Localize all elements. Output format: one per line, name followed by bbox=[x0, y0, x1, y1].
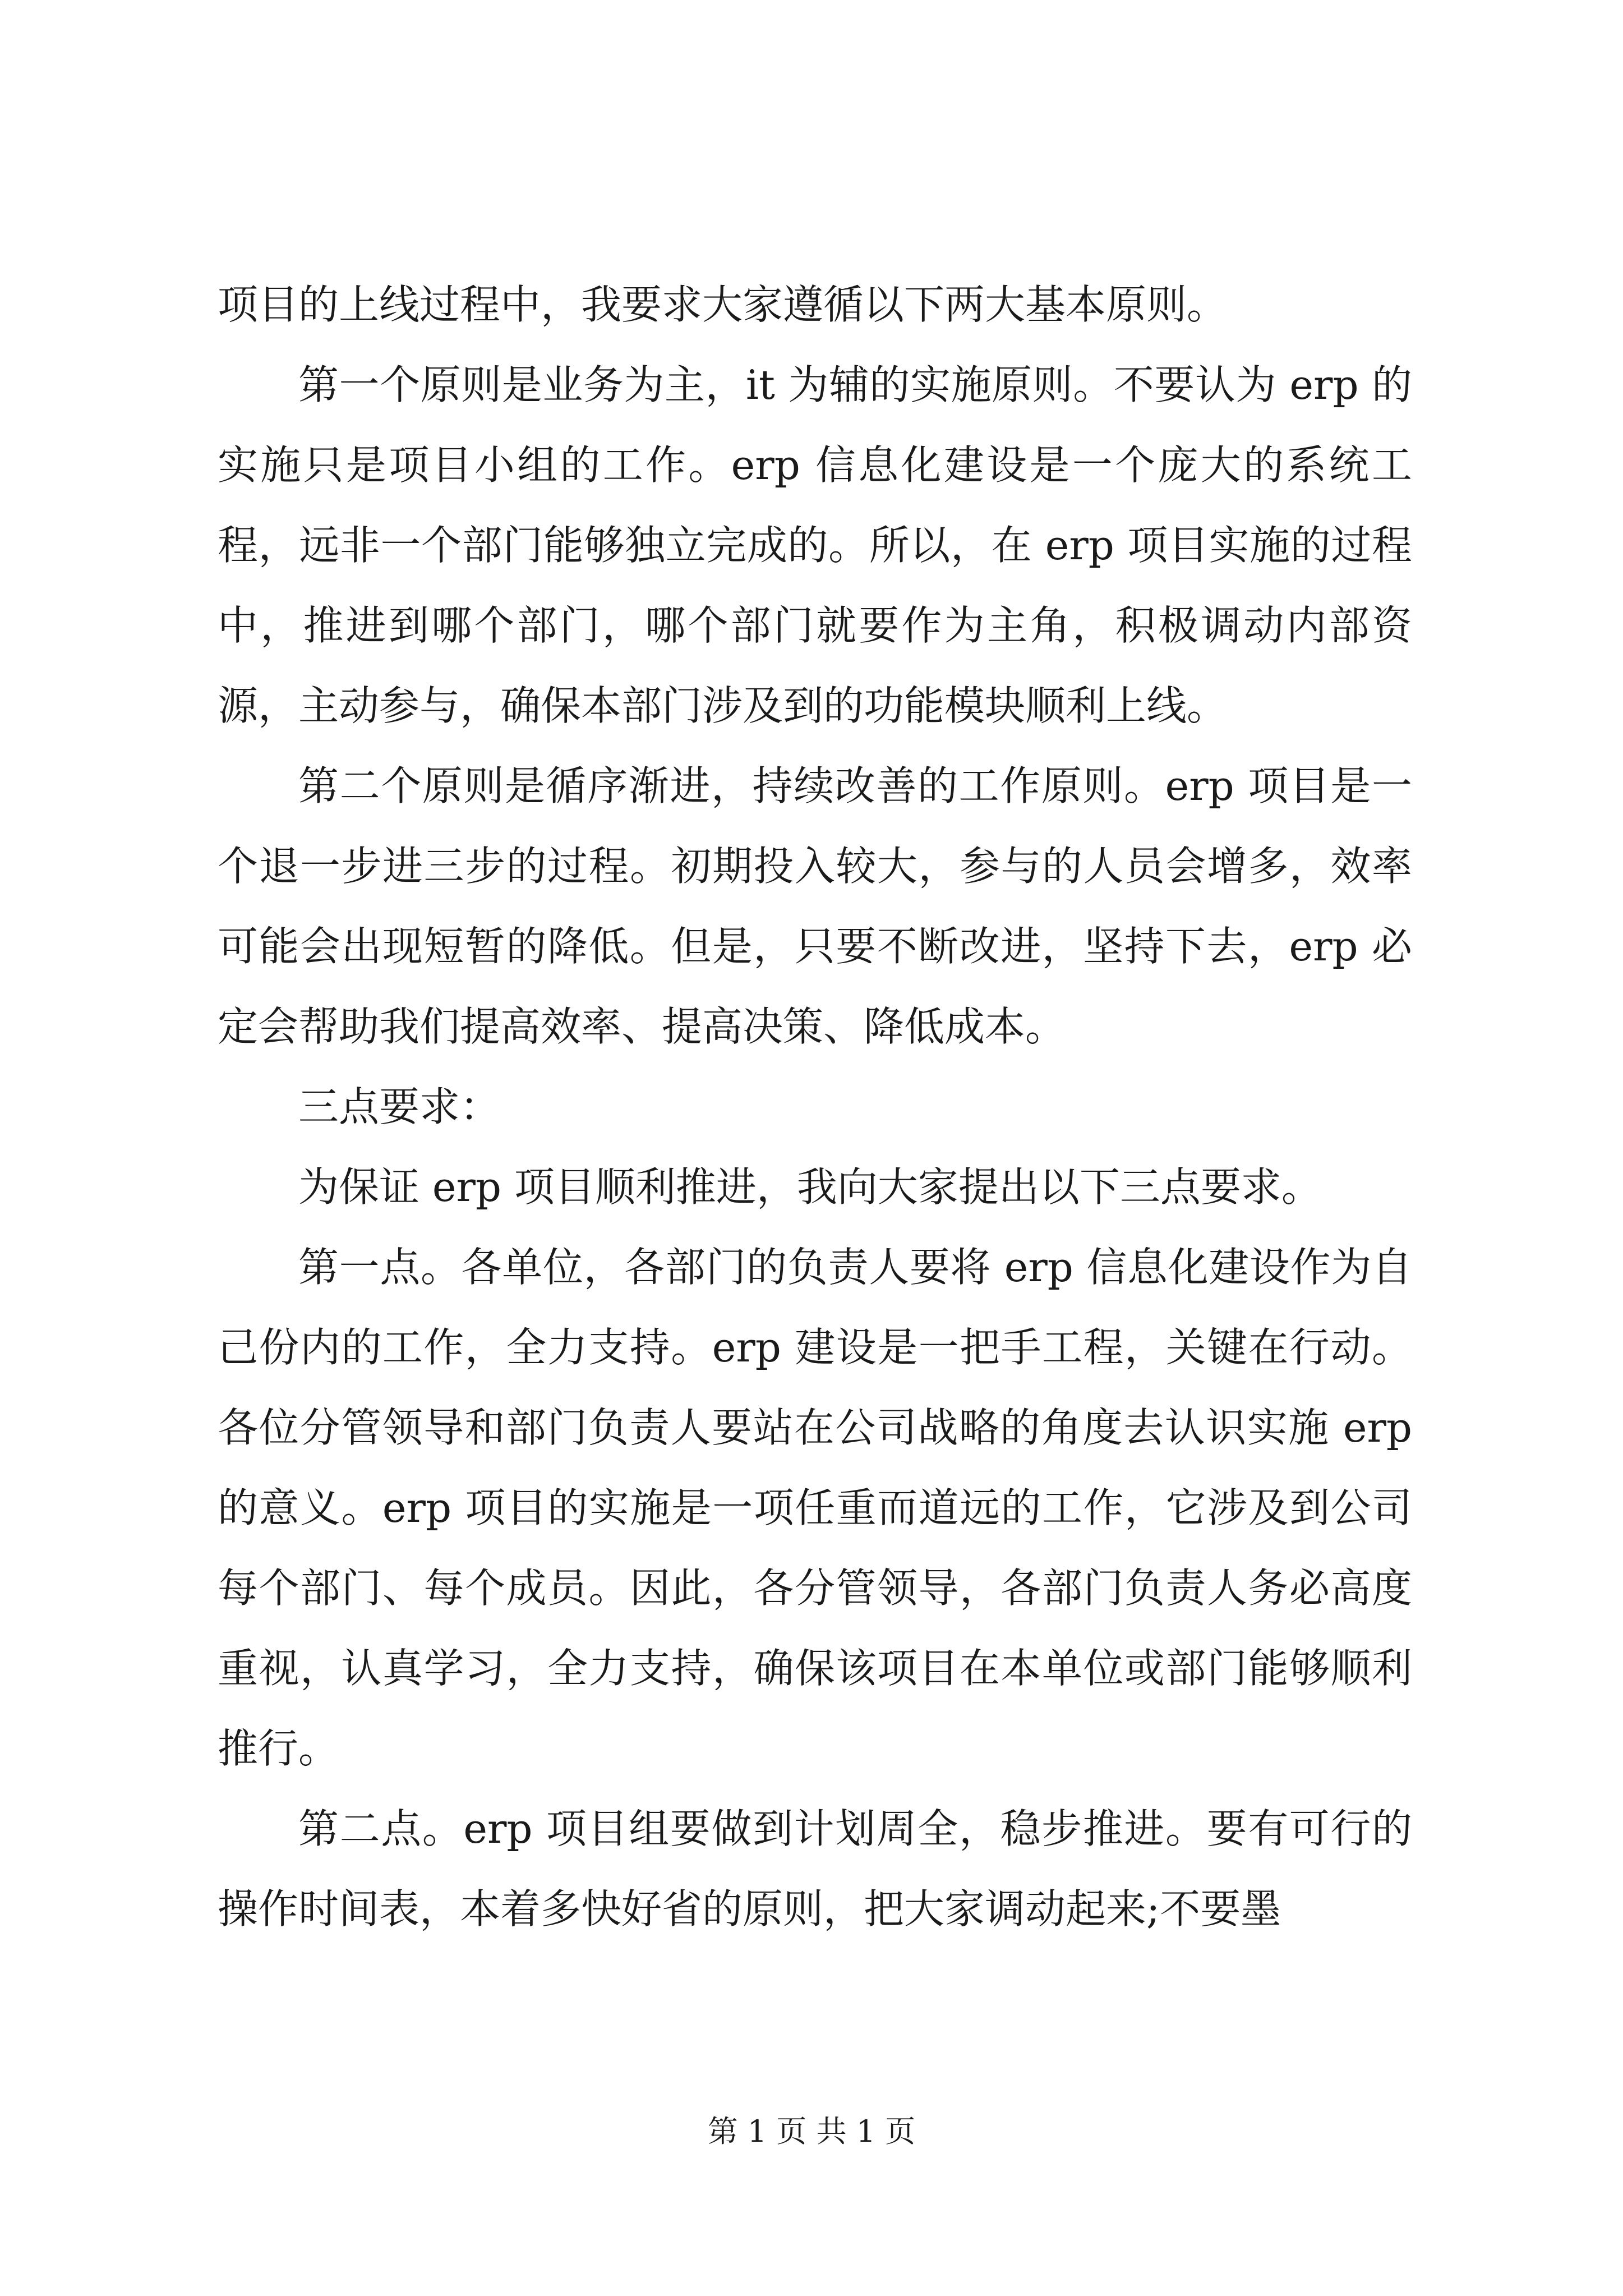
document-body bbox=[218, 265, 1412, 1949]
paragraph-5: 为保证 erp 项目顺利推进，我向大家提出以下三点要求。 bbox=[298, 1163, 1322, 1211]
paragraph-1: 项目的上线过程中，我要求大家遵循以下两大基本原则。 bbox=[218, 281, 1228, 328]
paragraph-3: 第二个原则是循序渐进，持续改善的工作原则。erp 项目是一个退一步进三步的过程。初期投入较大，参与的人员会增多，效率可能会出现短暂的降低。但是，只要不断改进，坚持下去，erp 必定会帮助我们提高效率、提高决策、降低成本。 bbox=[218, 762, 1412, 1050]
paragraph-7: 第二点。erp 项目组要做到计划周全，稳步推进。要有可行的操作时间表，本着多快好省的原则，把大家调动起来;不要墨 bbox=[218, 1805, 1412, 1932]
paragraph-2: 第一个原则是业务为主，it 为辅的实施原则。不要认为 erp 的实施只是项目小组的工作。erp 信息化建设是一个庞大的系统工程，远非一个部门能够独立完成的。所以，在 erp 项目实施的过程中，推进到哪个部门，哪个部门就要作为主角，积极调动内部资源，主动参与，确保本部门涉及到的功能模块顺利上线。 bbox=[218, 361, 1412, 729]
paragraph-4: 三点要求： bbox=[298, 1083, 501, 1130]
paragraph-6: 第一点。各单位，各部门的负责人要将 erp 信息化建设作为自己份内的工作，全力支持。erp 建设是一把手工程，关键在行动。各位分管领导和部门负责人要站在公司战略的角度去认识实施 erp 的意义。erp 项目的实施是一项任重而道远的工作，它涉及到公司每个部门、每个成员。因此，各分管领导，各部门负责人务必高度重视，认真学习，全力支持，确保该项目在本单位或部门能够顺利推行。 bbox=[218, 1244, 1412, 1772]
page-footer: 第 1 页 共 1 页 bbox=[707, 2114, 916, 2149]
